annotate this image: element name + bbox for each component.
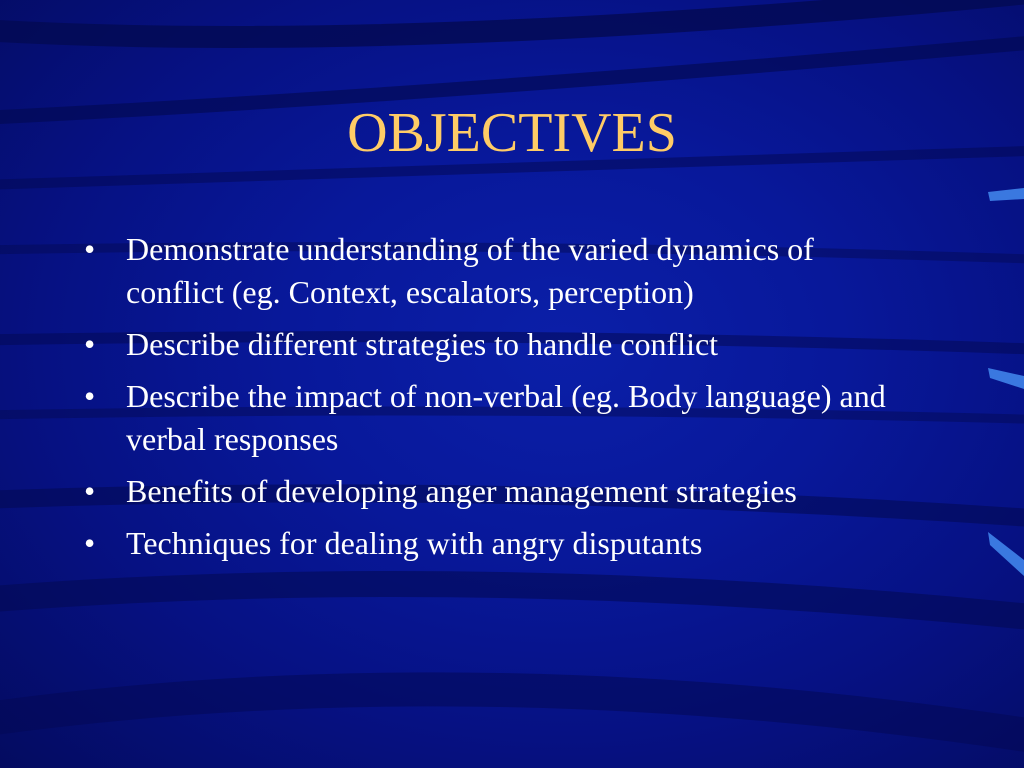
list-item-text: Demonstrate understanding of the varied dynamics of conflict (eg. Context, escalators, perception) xyxy=(126,231,814,310)
list-item-text: Benefits of developing anger management strategies xyxy=(126,473,797,509)
bullet-icon: • xyxy=(84,525,96,561)
list-item-text: Describe the impact of non-verbal (eg. Body language) and verbal responses xyxy=(126,378,886,457)
bullet-icon: • xyxy=(84,326,96,362)
list-item xyxy=(84,522,904,565)
objectives-list xyxy=(84,228,904,574)
list-item xyxy=(84,323,904,366)
list-item-text: Techniques for dealing with angry disputants xyxy=(126,525,703,561)
list-item xyxy=(84,470,904,513)
bullet-icon: • xyxy=(84,378,96,414)
list-item xyxy=(84,375,904,461)
list-item-text: Describe different strategies to handle conflict xyxy=(126,326,719,362)
bullet-icon: • xyxy=(84,231,96,267)
slide-title: OBJECTIVES xyxy=(347,102,677,164)
list-item xyxy=(84,228,904,314)
bullet-icon: • xyxy=(84,473,96,509)
